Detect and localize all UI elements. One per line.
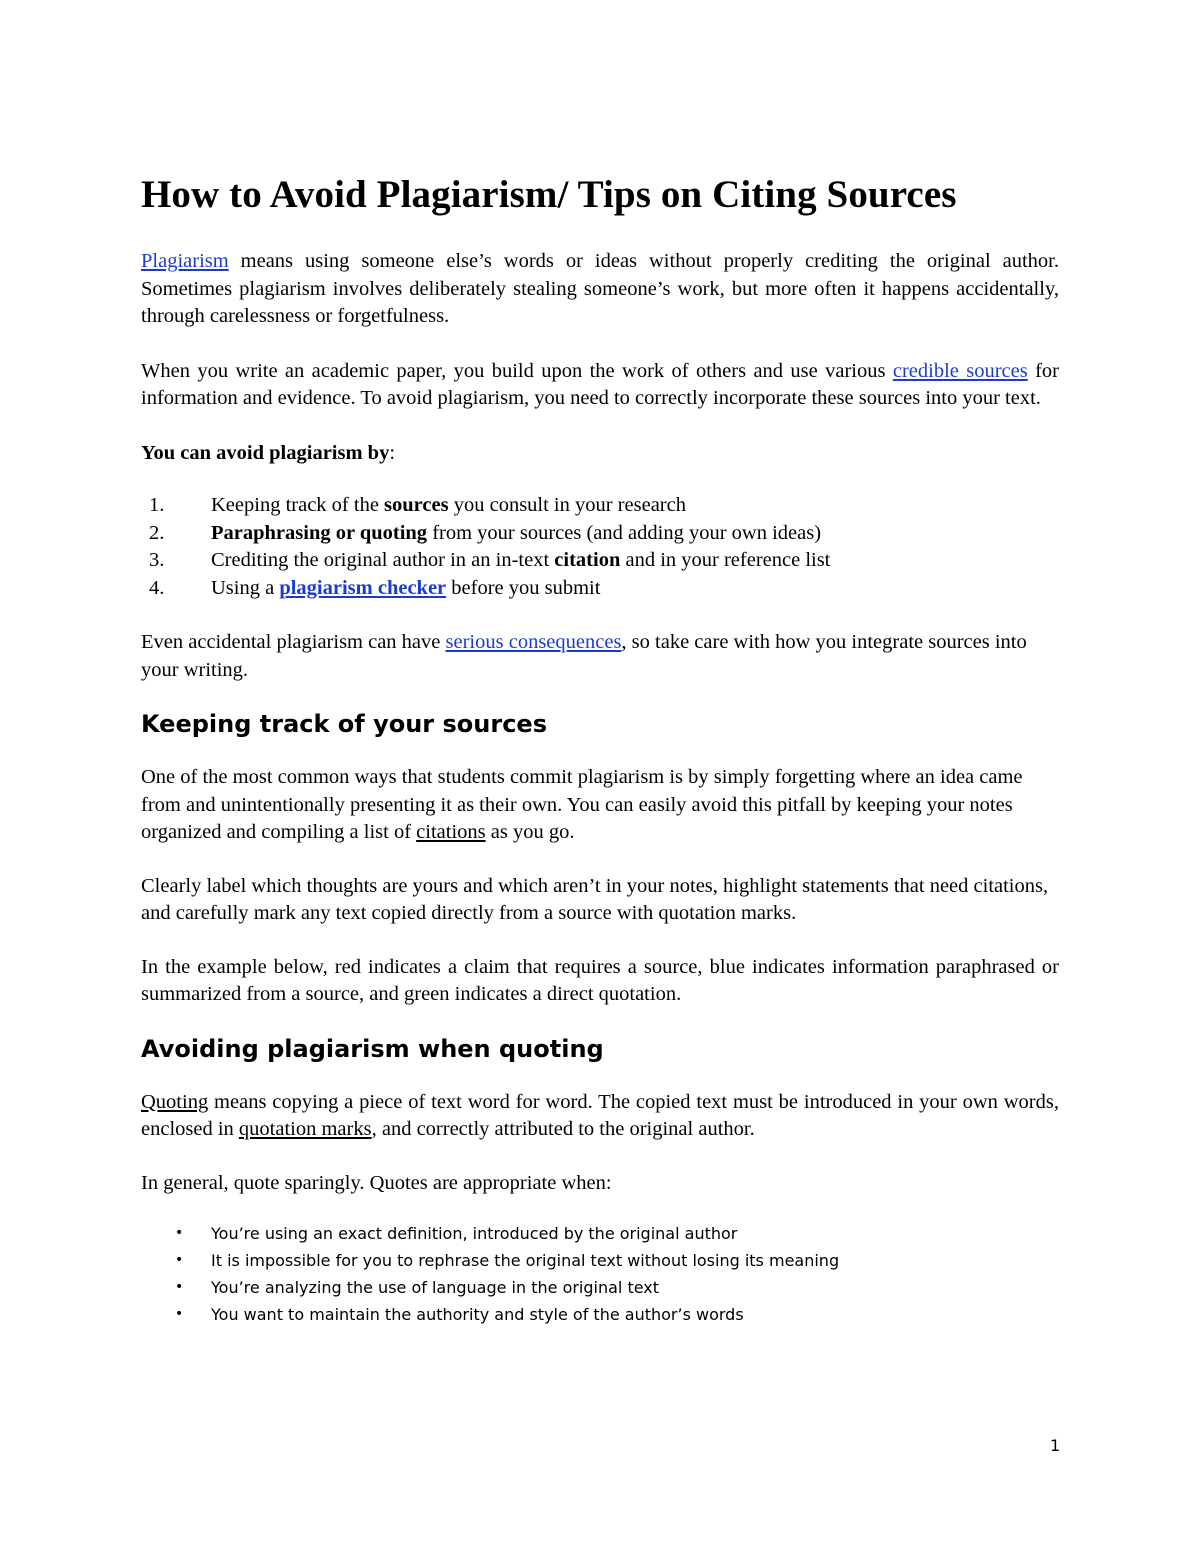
section-heading-keeping-track: Keeping track of your sources — [141, 710, 547, 738]
list-number: 3. — [149, 549, 165, 571]
quoting-text: means copying a piece of text word for word. The copied text must be introduced in your own words, enclosed in — [141, 1090, 1059, 1140]
keeping-track-paragraph-2: Clearly label which thoughts are yours and which aren’t in your notes, highlight statements that need citations, and carefully mark any text copied directly from a source with quotation marks. — [141, 874, 1049, 924]
list-item — [141, 492, 1059, 520]
quotation-marks-link[interactable]: quotation marks — [238, 1118, 372, 1140]
bullet-icon: • — [175, 1279, 184, 1295]
sources-text-before: When you write an academic paper, you build upon the work of others and use various — [141, 359, 893, 382]
consequences-text-after: , so take care with how you integrate sources into your writing. — [141, 631, 1027, 681]
step-bold: citation — [554, 549, 621, 571]
intro-paragraph — [141, 248, 1059, 331]
list-item — [141, 1274, 1059, 1301]
list-item — [141, 1247, 1059, 1274]
quoting-link[interactable]: Quoting — [141, 1090, 209, 1113]
list-item — [141, 1220, 1059, 1247]
bullet-icon: • — [175, 1306, 184, 1322]
quote-conditions-list — [141, 1220, 1059, 1328]
plagiarism-checker-link[interactable]: plagiarism checker — [279, 576, 447, 599]
bullet-text: You’re using an exact definition, introduced by the original author — [211, 1224, 738, 1243]
step-text: from your sources (and adding your own ideas) — [427, 521, 822, 544]
step-text: you consult in your research — [448, 494, 686, 516]
step-bold: Paraphrasing or quoting — [211, 521, 428, 544]
list-item — [141, 1301, 1059, 1328]
step-bold: sources — [384, 494, 449, 516]
keeping-track-text-after: as you go. — [485, 821, 575, 843]
consequences-text-before: Even accidental plagiarism can have — [141, 631, 446, 653]
steps-list — [141, 492, 1059, 602]
bullet-icon: • — [175, 1252, 184, 1268]
keeping-track-paragraph-1 — [141, 764, 1059, 847]
list-item — [141, 547, 1059, 575]
plagiarism-link[interactable]: Plagiarism — [141, 250, 229, 272]
keeping-track-paragraph-3: In the example below, red indicates a claim that requires a source, blue indicates information paraphrased or summarized from a source, and green indicates a direct quotation. — [141, 955, 1059, 1005]
avoid-heading-colon: : — [389, 441, 396, 464]
consequences-paragraph — [141, 629, 1059, 684]
section-heading-quoting: Avoiding plagiarism when quoting — [141, 1034, 604, 1063]
list-item — [141, 520, 1059, 548]
serious-consequences-link[interactable]: serious consequences — [445, 631, 622, 653]
avoid-heading-bold: You can avoid plagiarism by — [141, 441, 390, 464]
intro-text: means using someone else’s words or ideas without properly crediting the original author. Sometimes plagiarism involves deliberately stealing someone’s work, but more often it happens accidentally, through carelessness or forgetfulness. — [141, 250, 1059, 327]
quoting-text-after: , and correctly attributed to the original author. — [371, 1118, 755, 1140]
credible-sources-link[interactable]: credible sources — [892, 359, 1028, 382]
list-number: 1. — [149, 494, 165, 516]
step-text: Keeping track of the — [211, 494, 385, 516]
sources-text-after: for information and evidence. To avoid plagiarism, you need to correctly incorporate these sources into your text. — [141, 359, 1059, 409]
quoting-paragraph-1 — [141, 1089, 1059, 1144]
sources-paragraph — [141, 358, 1059, 413]
quoting-paragraph-2: In general, quote sparingly. Quotes are appropriate when: — [141, 1171, 612, 1194]
bullet-text: It is impossible for you to rephrase the original text without losing its meaning — [211, 1251, 840, 1270]
step-text: before you submit — [446, 576, 601, 599]
document-body — [141, 170, 1059, 1328]
page-number: 1 — [1050, 1436, 1061, 1455]
list-item — [141, 575, 1059, 603]
bullet-text: You want to maintain the authority and style of the author’s words — [211, 1305, 744, 1324]
step-text: Crediting the original author in an in-text — [211, 549, 555, 571]
bullet-text: You’re analyzing the use of language in the original text — [211, 1278, 660, 1297]
list-number: 4. — [149, 576, 165, 599]
list-number: 2. — [149, 521, 165, 544]
step-text: Using a — [211, 576, 280, 599]
page-title: How to Avoid Plagiarism/ Tips on Citing Sources — [141, 173, 957, 216]
keeping-track-text: One of the most common ways that students commit plagiarism is by simply forgetting where an idea came from and unintentionally presenting it as their own. You can easily avoid this pitfall by keeping your notes organized and compiling a list of — [141, 766, 1023, 843]
citations-link[interactable]: citations — [416, 821, 486, 843]
step-text: and in your reference list — [620, 549, 831, 571]
bullet-icon: • — [175, 1225, 184, 1241]
avoid-heading — [141, 440, 1059, 468]
